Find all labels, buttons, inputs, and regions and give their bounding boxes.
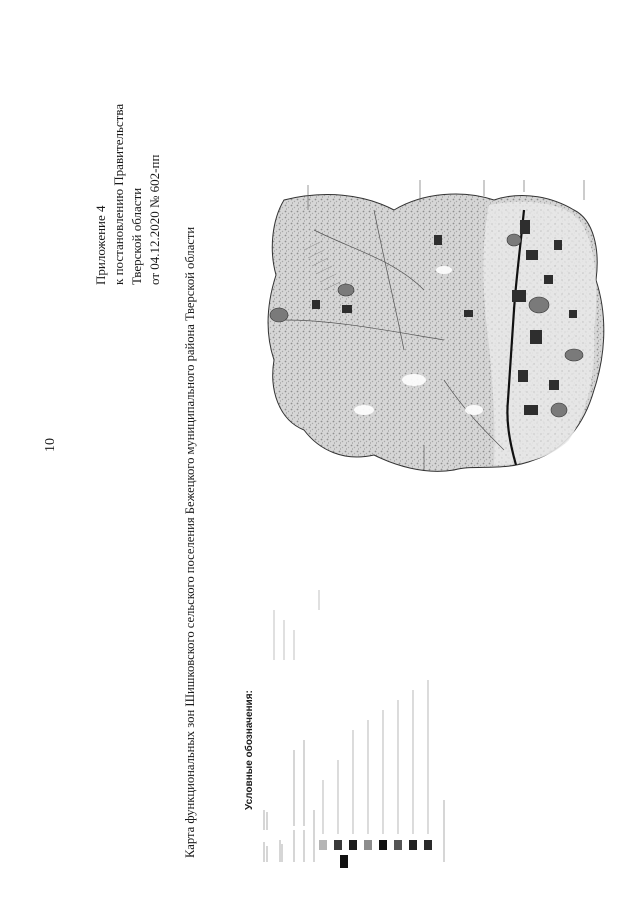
map-graphic: [224, 180, 624, 475]
legend-title: Условные обозначения:: [244, 690, 255, 810]
appendix-line: к постановлению Правительства: [111, 103, 126, 285]
appendix-line: Тверской области: [129, 187, 144, 285]
appendix-line: Приложение 4: [93, 205, 108, 285]
page-number: 10: [43, 438, 58, 452]
appendix-line: от 04.12.2020 № 602-пп: [147, 154, 162, 285]
functional-zones-map: [224, 180, 624, 475]
map-title: Карта функциональных зон Шишковского сельского поселения Бежецкого муниципального района Тверской области: [183, 226, 197, 858]
map-legend: [244, 540, 454, 870]
appendix-header: [92, 104, 164, 285]
legend-rows: [244, 540, 454, 870]
